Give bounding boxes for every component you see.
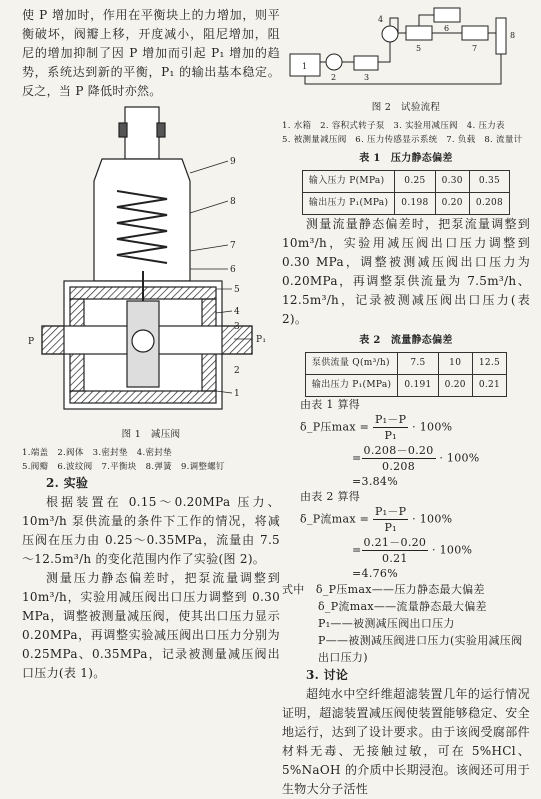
percent-factor: · 100% bbox=[432, 543, 473, 557]
callout-3: 3 bbox=[234, 322, 241, 332]
table-cell: 7.5 bbox=[398, 353, 438, 375]
calculation-1 bbox=[300, 397, 530, 489]
table-row bbox=[305, 375, 506, 397]
figure-2-legend-line-2: 5. 被测量减压阀 6. 压力传感显示系统 7. 负载 8. 流量计 bbox=[282, 135, 523, 145]
section-2-title: 2. 实验 bbox=[46, 476, 89, 490]
numerator: 0.21－0.20 bbox=[363, 536, 427, 549]
definition-row bbox=[318, 615, 530, 632]
left-column bbox=[22, 6, 280, 683]
numerator: 0.208－0.20 bbox=[363, 444, 434, 457]
table-cell: 输入压力 P(MPa) bbox=[302, 171, 394, 193]
callout-4: 4 bbox=[234, 307, 241, 317]
table-2 bbox=[305, 352, 507, 397]
calc-2-line-1 bbox=[300, 504, 530, 535]
section-2-paragraph-1: 根据装置在 0.15～0.20MPa 压力、10m³/h 泵供流量的条件下工作的情况，将减压阀在压力由 0.25～0.35MPa，流量由 7.5～12.5m³/h 的变化范围内作了实验(图 2)。 bbox=[22, 495, 280, 566]
calc-1-intro: 由表 1 算得 bbox=[300, 398, 361, 411]
definition-text: ——流量静态最大偏差 bbox=[373, 600, 487, 613]
definition-symbol: P₁ bbox=[318, 617, 331, 630]
table-cell: 0.208 bbox=[469, 193, 509, 215]
legend-item: 2.阀体 bbox=[57, 448, 84, 458]
definition-row bbox=[318, 598, 530, 615]
table-1 bbox=[302, 170, 510, 215]
percent-factor: · 100% bbox=[439, 451, 480, 465]
callout-5: 5 bbox=[234, 285, 241, 295]
percent-factor: · 100% bbox=[412, 420, 453, 434]
calculation-2 bbox=[300, 489, 530, 581]
figure-2-legend-line-1: 1. 水箱 2. 容积式转子泵 3. 实验用减压阀 4. 压力表 bbox=[282, 121, 505, 131]
table-1-title: 表 1 压力静态偏差 bbox=[359, 153, 453, 164]
table-2-title: 表 2 流量静态偏差 bbox=[359, 335, 453, 346]
fraction bbox=[362, 535, 429, 566]
figure-1 bbox=[22, 101, 280, 423]
table-cell: 0.20 bbox=[435, 193, 469, 215]
definition-text: ——被测减压阀出口压力 bbox=[330, 617, 455, 630]
table-row bbox=[302, 193, 509, 215]
denominator: P₁ bbox=[384, 429, 397, 442]
right-column bbox=[282, 4, 530, 799]
flow-deviation-paragraph: 测量流量静态偏差时，把泵流量调整到 10m³/h，实验用减压阀出口压力调整到 0.30 MPa，调整被测减压阀出口压力为 0.20MPa，再调整泵供流量为 7.5m³/h、12.5m³/h，记录被测减压阀出口压力(表 2)。 bbox=[282, 217, 530, 326]
test-flow-diagram bbox=[282, 4, 530, 96]
fig2-callout-8: 8 bbox=[510, 31, 516, 40]
table-row bbox=[302, 171, 509, 193]
table-cell: 0.25 bbox=[395, 171, 435, 193]
definition-symbol: δ_P流max bbox=[318, 600, 374, 613]
definition-symbol: δ_P压max bbox=[315, 583, 372, 596]
calc-1-result: =3.84% bbox=[352, 475, 398, 488]
callout-2: 2 bbox=[234, 366, 241, 376]
calc-2-lhs: δ_P流max = bbox=[300, 512, 370, 526]
calc-1-line-2: = $\frac{0.208-0.20}{0.208}$ · 100% bbox=[352, 444, 480, 473]
legend-item: 3.密封垫 bbox=[92, 448, 128, 458]
numerator: P₁－P bbox=[374, 505, 407, 518]
legend-item: 4.密封垫 bbox=[136, 448, 172, 458]
figure-1-legend bbox=[22, 446, 280, 474]
calc-2-line-2: = $\frac{0.21-0.20}{0.21}$ · 100% bbox=[352, 536, 473, 565]
callout-1: 1 bbox=[234, 389, 241, 399]
callout-6: 6 bbox=[230, 265, 237, 275]
table-cell: 泵供流量 Q(m³/h) bbox=[305, 353, 397, 375]
denominator: P₁ bbox=[384, 521, 397, 534]
table-cell: 0.20 bbox=[438, 375, 472, 397]
fig2-callout-3: 3 bbox=[364, 73, 370, 82]
table-cell: 0.191 bbox=[398, 375, 438, 397]
definition-text: ——压力静态最大偏差 bbox=[371, 583, 485, 596]
fraction bbox=[362, 443, 436, 474]
definition-row bbox=[318, 632, 530, 666]
numerator: P₁－P bbox=[374, 413, 407, 426]
calc-2-result: =4.76% bbox=[352, 567, 398, 580]
fig2-callout-6: 6 bbox=[444, 24, 450, 33]
legend-item: 5.阀瓣 bbox=[22, 462, 49, 472]
definition-text: ——被测减压阀进口压力(实验用减压阀出口压力) bbox=[318, 634, 523, 664]
figure-2 bbox=[282, 4, 530, 96]
table-cell: 0.35 bbox=[469, 171, 509, 193]
intro-paragraph: 使 P 增加时，作用在平衡块上的力增加，则平衡破坏，阀瓣上移，开度减小，阻尼增加，阻尼的增加抑制了因 P 增加而引起 P₁ 增加的趋势，系统达到新的平衡，P₁ 的输出基本稳定。反之，当 P 降低时亦然。 bbox=[22, 8, 280, 98]
denominator: 0.21 bbox=[382, 552, 408, 565]
callout-7: 7 bbox=[230, 241, 237, 251]
section-3-title: 3. 讨论 bbox=[306, 668, 349, 682]
table-cell: 0.198 bbox=[395, 193, 435, 215]
denominator: 0.208 bbox=[382, 460, 416, 473]
figure-2-legend bbox=[282, 119, 530, 147]
fig2-callout-5: 5 bbox=[416, 44, 422, 53]
table-cell: 12.5 bbox=[472, 353, 506, 375]
table-cell: 输出压力 P₁(MPa) bbox=[302, 193, 394, 215]
section-3-paragraph: 超纯水中空纤维超滤装置几年的运行情况证明，超滤装置减压阀使装置能够稳定、安全地运行，达到了设计要求。由于该阀受腐部件材料无毒、无接触过敏，可在 5%HCl、5%NaOH 的介质中长期浸泡。该阀还可用于生物大分子活性 bbox=[282, 687, 530, 796]
percent-factor: · 100% bbox=[412, 512, 453, 526]
table-cell: 0.30 bbox=[435, 171, 469, 193]
fig2-callout-1: 1 bbox=[302, 62, 308, 71]
fraction bbox=[373, 504, 408, 535]
table-cell: 输出压力 P₁(MPa) bbox=[305, 375, 397, 397]
defs-lead: 式中 bbox=[282, 583, 305, 596]
legend-item: 9.调整螺钉 bbox=[180, 462, 225, 472]
legend-item: 1.端盖 bbox=[22, 448, 49, 458]
table-cell: 10 bbox=[438, 353, 472, 375]
definition-row bbox=[282, 581, 530, 598]
fig2-callout-7: 7 bbox=[472, 44, 478, 53]
calc-1-lhs: δ_P压max = bbox=[300, 420, 370, 434]
pressure-valve-drawing bbox=[22, 101, 280, 423]
section-2-paragraph-2: 测量压力静态偏差时，把泵流量调整到 10m³/h，实验用减压阀出口压力调整到 0.30 MPa，调整被测量减压阀，使其出口压力显示 0.20MPa，再调整实验减压阀出口压力分别为 0.25MPa、0.35MPa，记录被测量减压阀出口压力(表 1)。 bbox=[22, 571, 280, 680]
definition-symbol: P bbox=[318, 634, 326, 647]
callout-8: 8 bbox=[230, 197, 237, 207]
callout-p1: P₁ bbox=[256, 335, 267, 345]
table-row bbox=[305, 353, 506, 375]
callout-p: P bbox=[28, 337, 35, 347]
symbol-definitions bbox=[282, 581, 530, 666]
legend-item: 8.弹簧 bbox=[145, 462, 172, 472]
fig2-callout-2: 2 bbox=[331, 73, 337, 82]
calc-2-intro: 由表 2 算得 bbox=[300, 490, 361, 503]
calc-1-line-1 bbox=[300, 412, 530, 443]
fig2-callout-4: 4 bbox=[378, 15, 384, 24]
figure-2-caption: 图 2 试验流程 bbox=[371, 102, 441, 113]
legend-item: 6.波纹阀 bbox=[57, 462, 93, 472]
legend-item: 7.平衡块 bbox=[101, 462, 137, 472]
figure-1-caption: 图 1 减压阀 bbox=[121, 429, 181, 440]
callout-9: 9 bbox=[230, 157, 237, 167]
table-cell: 0.21 bbox=[472, 375, 506, 397]
fraction bbox=[373, 412, 408, 443]
